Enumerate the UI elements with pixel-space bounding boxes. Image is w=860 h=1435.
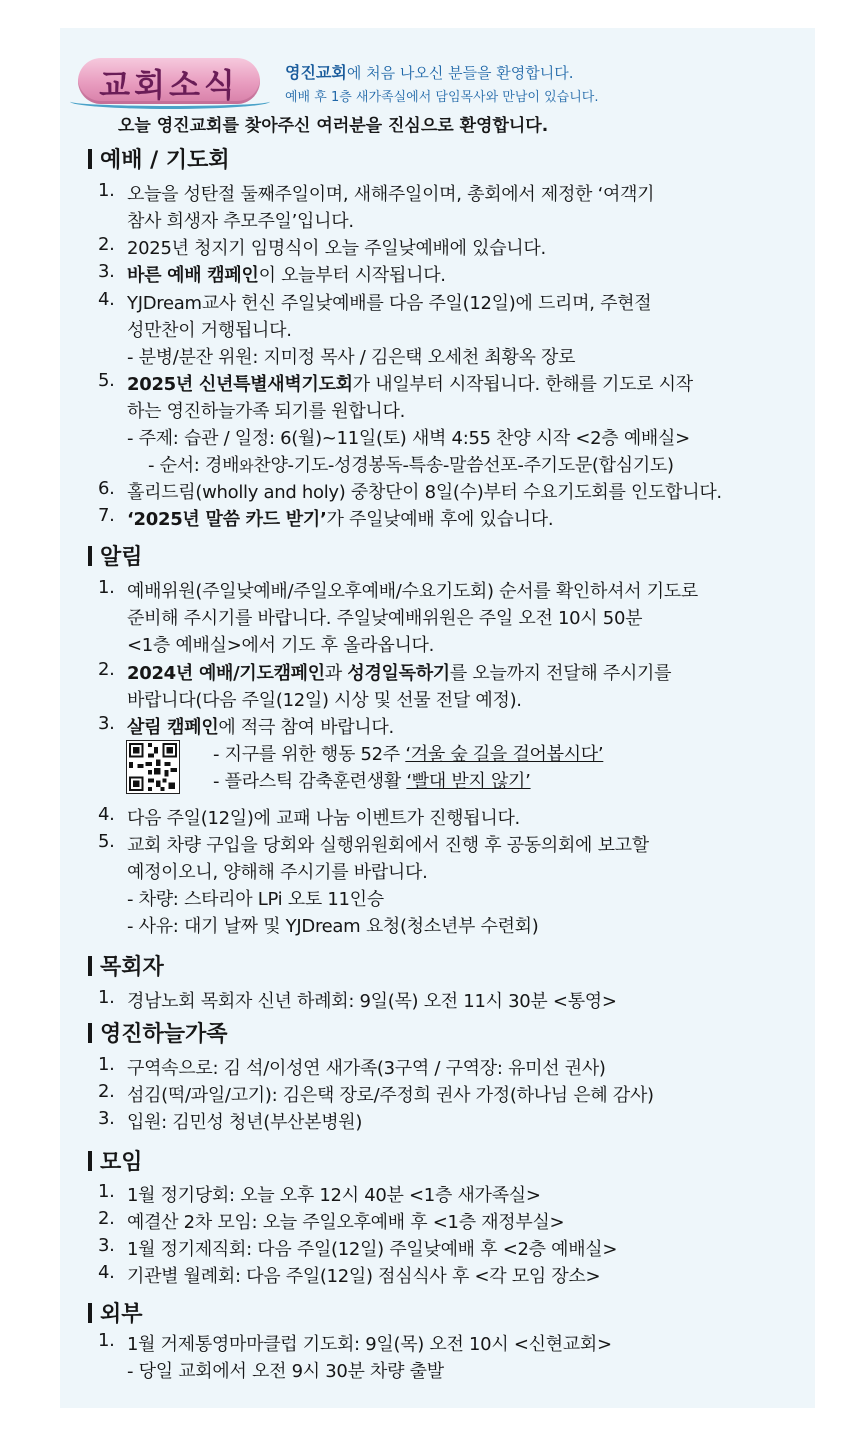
meetings-item-4: 기관별 월례회: 다음 주일(12일) 점심식사 후 <각 모임 장소> — [127, 1266, 601, 1287]
worship-item-6: 홀리드림(wholly and holy) 중창단이 8일(수)부터 수요기도회를 인도합니다. — [127, 482, 722, 503]
family-item-3: 입원: 김민성 청년(부산본병원) — [127, 1112, 363, 1133]
meetings-item-3: 1월 정기제직회: 다음 주일(12일) 주일낮예배 후 <2층 예배실> — [127, 1239, 618, 1260]
pastors-item-1: 경남노회 목회자 신년 하례회: 9일(목) 오전 11시 30분 <통영> — [127, 991, 617, 1012]
item-number: 4. — [98, 804, 115, 825]
worship-item-2: 2025년 청지기 임명식이 오늘 주일낮예배에 있습니다. — [127, 238, 546, 259]
item-number: 3. — [98, 1108, 115, 1129]
worship-item-4-cont: 성만찬이 거행됩니다. — [127, 320, 292, 341]
item-number: 5. — [98, 370, 115, 391]
section-title-outside: 외부 — [88, 1297, 143, 1328]
item-number: 1. — [98, 1054, 115, 1075]
family-item-1: 구역속으로: 김 석/이성연 새가족(3구역 / 구역장: 유미선 권사) — [127, 1058, 606, 1079]
notice-sub-plastic: - 플라스틱 감축훈련생활 ‘빨대 받지 않기’ — [213, 771, 531, 792]
notice-item-1-cont: 준비해 주시기를 바랍니다. 주일낮예배위원은 주일 오전 10시 50분 — [127, 608, 643, 629]
section-title-meetings: 모임 — [88, 1145, 143, 1176]
logo-wave-decoration — [70, 94, 270, 109]
notice-item-4: 다음 주일(12일)에 교패 나눔 이벤트가 진행됩니다. — [127, 808, 520, 829]
item-number: 2. — [98, 1081, 115, 1102]
qr-code-icon[interactable] — [126, 740, 180, 794]
item-number: 1. — [98, 1181, 115, 1202]
item-number: 3. — [98, 1235, 115, 1256]
worship-item-5-cont: 하는 영진하늘가족 되기를 원합니다. — [127, 401, 406, 422]
item-number: 4. — [98, 1262, 115, 1283]
item-number: 1. — [98, 987, 115, 1008]
item-number: 1. — [98, 180, 115, 201]
outside-item-1: 1월 거제통영마마클럽 기도회: 9일(목) 오전 10시 <신현교회> — [127, 1334, 612, 1355]
item-number: 3. — [98, 713, 115, 734]
meetings-item-1: 1월 정기당회: 오늘 오후 12시 40분 <1층 새가족실> — [127, 1185, 541, 1206]
notice-item-5: 교회 차량 구입을 당회와 실행위원회에서 진행 후 공동의회에 보고할 — [127, 835, 649, 856]
item-number: 5. — [98, 831, 115, 852]
item-number: 2. — [98, 234, 115, 255]
notice-item-1: 예배위원(주일낮예배/주일오후예배/수요기도회) 순서를 확인하셔서 기도로 — [127, 581, 698, 602]
notice-item-1-cont2: <1층 예배실>에서 기도 후 올라옵니다. — [127, 635, 435, 656]
item-number: 7. — [98, 505, 115, 526]
welcome-line-1 — [285, 60, 574, 83]
worship-item-4: YJDream교사 헌신 주일낮예배를 다음 주일(12일)에 드리며, 주현절 — [127, 293, 652, 314]
item-number: 3. — [98, 261, 115, 282]
worship-item-1: 오늘을 성탄절 둘째주일이며, 새해주일이며, 총회에서 제정한 ‘여객기 — [127, 184, 655, 205]
worship-item-7: ‘2025년 말씀 카드 받기’가 주일낮예배 후에 있습니다. — [127, 509, 554, 530]
welcome-line-2: 예배 후 1층 새가족실에서 담임목사와 만남이 있습니다. — [285, 90, 599, 105]
worship-sub-communion: - 분병/분잔 위원: 지미정 목사 / 김은택 오세천 최황옥 장로 — [127, 347, 576, 368]
worship-sub-order: - 순서: 경배와찬양-기도-성경봉독-특송-말씀선포-주기도문(합심기도) — [148, 455, 674, 476]
logo-text: 교회소식 — [99, 66, 239, 104]
family-item-2: 섬김(떡/과일/고기): 김은택 장로/주정희 권사 가정(하나님 은혜 감사) — [127, 1085, 654, 1106]
section-title-worship: 예배 / 기도회 — [88, 143, 230, 174]
item-number: 1. — [98, 1330, 115, 1351]
item-number: 2. — [98, 659, 115, 680]
outside-sub-departure: - 당일 교회에서 오전 9시 30분 차량 출발 — [127, 1361, 444, 1382]
notice-item-5-cont: 예정이오니, 양해해 주시기를 바랍니다. — [127, 862, 428, 883]
item-number: 4. — [98, 289, 115, 310]
notice-item-3: 살림 캠페인에 적극 참여 바랍니다. — [127, 717, 394, 738]
section-title-notice: 알림 — [88, 540, 143, 571]
worship-sub-theme: - 주제: 습관 / 일정: 6(월)~11일(토) 새벽 4:55 찬양 시작 <2층 예배실> — [127, 428, 690, 449]
meetings-item-2: 예결산 2차 모임: 오늘 주일오후예배 후 <1층 재정부실> — [127, 1212, 565, 1233]
worship-item-5: 2025년 신년특별새벽기도회가 내일부터 시작됩니다. 한해를 기도로 시작 — [127, 374, 693, 395]
worship-item-3: 바른 예배 캠페인이 오늘부터 시작됩니다. — [127, 265, 446, 286]
item-number: 6. — [98, 478, 115, 499]
notice-item-2: 2024년 예배/기도캠페인과 성경일독하기를 오늘까지 전달해 주시기를 — [127, 663, 672, 684]
greeting: 오늘 영진교회를 찾아주신 여러분을 진심으로 환영합니다. — [118, 116, 549, 136]
church-name: 영진교회 — [285, 63, 347, 82]
section-title-pastors: 목회자 — [88, 950, 164, 981]
welcome-text: 에 처음 나오신 분들을 환영합니다. — [346, 64, 574, 82]
notice-item-2-cont: 바랍니다(다음 주일(12일) 시상 및 선물 전달 예정). — [127, 690, 522, 711]
notice-sub-reason: - 사유: 대기 날짜 및 YJDream 요청(청소년부 수련회) — [127, 916, 539, 937]
worship-item-1-cont: 참사 희생자 추모주일’입니다. — [127, 211, 354, 232]
section-title-family: 영진하늘가족 — [88, 1017, 228, 1048]
notice-sub-earth: - 지구를 위한 행동 52주 ‘겨울 숲 길을 걸어봅시다’ — [213, 744, 604, 765]
item-number: 1. — [98, 577, 115, 598]
item-number: 2. — [98, 1208, 115, 1229]
notice-sub-vehicle: - 차량: 스타리아 LPi 오토 11인승 — [127, 889, 384, 910]
